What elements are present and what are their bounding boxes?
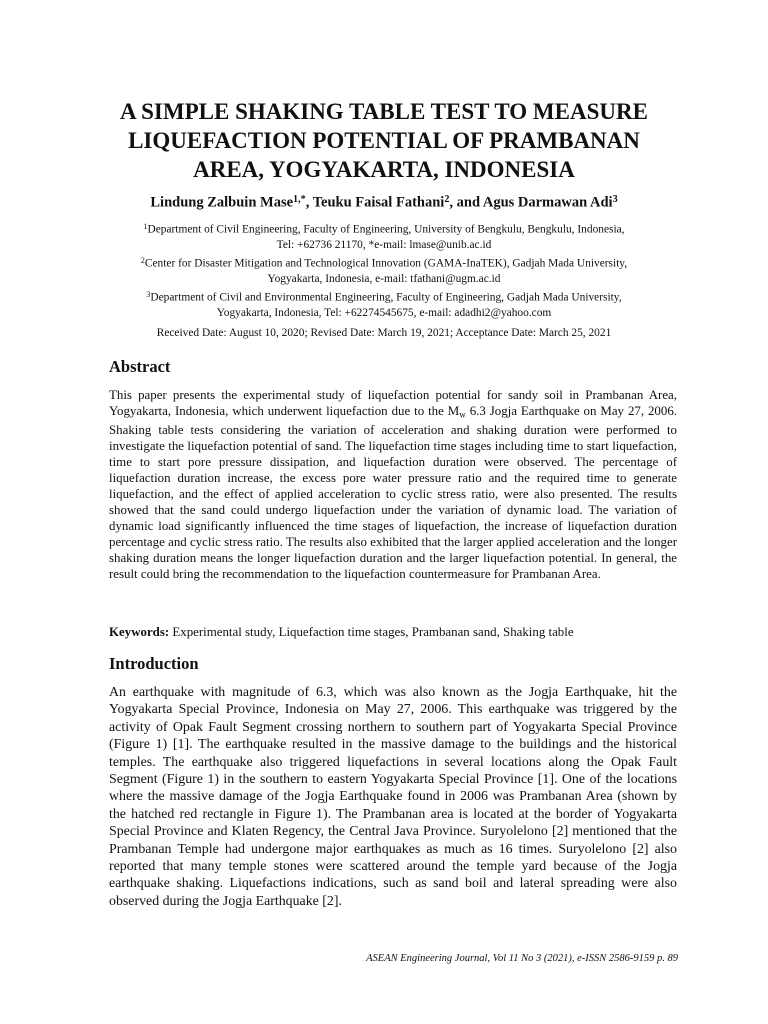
keywords-text: Experimental study, Liquefaction time stages, Prambanan sand, Shaking table (169, 625, 574, 639)
page-footer: ASEAN Engineering Journal, Vol 11 No 3 (2021), e-ISSN 2586-9159 p. 89 (366, 953, 678, 964)
author-name: Lindung Zalbuin Mase (150, 194, 294, 211)
abstract-text-part: This paper presents the experimental study of liquefaction potential for sandy soil in Prambanan Area, Yogyakarta, Indonesia, which underwent liquefaction due to the M (109, 388, 677, 418)
abstract-text (109, 387, 677, 582)
abstract-text-part: 6.3 Jogja Earthquake on May 27, 2006. Shaking table tests considering the variation of acceleration and shaking duration were performed to investigate the liquefaction potential of sand. The liquefaction time stages including time to start liquefaction, time to start pore pressure dissipation, and liquefaction duration were observed. The percentage of liquefaction duration increase, the excess pore water pressure ratio and the required time to generate liquefaction, and the effect of applied acceleration to cyclic stress ratio, were also presented. The results showed that the sand could undergo liquefaction under the variation of dynamic load. The variation of dynamic load significantly influenced the time stages of liquefaction, the increase of liquefaction duration percentage and cyclic stress ratio. The results also exhibited that the larger applied acceleration and the longer shaking duration means the longer liquefaction duration and the larger liquefaction potential. In general, the result could bring the recommendation to the liquefaction countermeasure for Prambanan Area. (109, 404, 677, 582)
affiliation (100, 219, 668, 253)
affiliation-line: Center for Disaster Mitigation and Technological Innovation (GAMA-InaTEK), Gadjah Mada University, (144, 257, 628, 270)
affiliation-line: Yogyakarta, Indonesia, e-mail: tfathani@ugm.ac.id (267, 273, 501, 286)
affiliation-line: Yogyakarta, Indonesia, Tel: +62274545675, e-mail: adadhi2@yahoo.com (216, 307, 552, 320)
affiliation-line: Tel: +62736 21170, *e-mail: lmase@unib.ac.id (276, 238, 492, 251)
author-affiliation-mark: 2 (444, 194, 450, 205)
title-line: AREA, YOGYAKARTA, INDONESIA (193, 157, 575, 182)
author-name: Agus Darmawan Adi (482, 194, 613, 211)
affiliation-line: Department of Civil and Environmental Engineering, Faculty of Engineering, Gadjah Mada University, (150, 291, 622, 304)
title-line: A SIMPLE SHAKING TABLE TEST TO MEASURE (120, 99, 648, 124)
keywords (109, 624, 677, 640)
keywords-label: Keywords: (109, 625, 170, 639)
author-separator: , (305, 194, 313, 211)
author-separator: , and (449, 194, 483, 211)
affiliation (100, 287, 668, 321)
introduction-text: An earthquake with magnitude of 6.3, which was also known as the Jogja Earthquake, hit the Yogyakarta Special Province, Indonesia on May 27, 2006. This earthquake was triggered by the activity of Opak Fault Segment crossing northern to southern part of Yogyakarta Special Province (Figure 1) [1]. The earthquake resulted in the massive damage to the buildings and the historical temples. The earthquake also triggered liquefactions in several locations along the Opak Fault Segment (Figure 1) in the southern to eastern Yogyakarta Special Province [1]. One of the locations where the massive damage of the Jogja Earthquake found in 2006 was Prambanan Area (shown by the hatched red rectangle in Figure 1). The Prambanan area is located at the border of Yogyakarta Special Province and Klaten Regency, the Central Java Province. Suryolelono [2] mentioned that the Prambanan Temple had undergone major earthquakes as much as 16 times. Suryolelono [2] also reported that many temple stones were scattered around the temple yard because of the Jogja earthquake shaking. Liquefactions indications, such as sand boil and lateral spreading were also observed during the Jogja Earthquake [2]. (109, 685, 677, 909)
affiliation-number: 1 (143, 222, 148, 231)
author-list (60, 191, 708, 212)
author-name: Teuku Faisal Fathani (312, 194, 445, 211)
author-affiliation-mark: 1,* (293, 194, 306, 205)
introduction-heading: Introduction (109, 654, 199, 673)
affiliation-list (100, 219, 668, 322)
title-line: LIQUEFACTION POTENTIAL OF PRAMBANAN (128, 128, 640, 153)
affiliation-number: 2 (140, 256, 145, 266)
author-affiliation-mark: 3 (612, 194, 618, 205)
affiliation-line: Department of Civil Engineering, Faculty of Engineering, University of Bengkulu, Bengkulu, Indonesia, (147, 223, 625, 236)
magnitude-subscript: w (459, 409, 466, 420)
affiliation-number: 3 (146, 290, 151, 300)
abstract-heading: Abstract (109, 357, 171, 376)
submission-dates: Received Date: August 10, 2020; Revised Date: March 19, 2021; Acceptance Date: March 25, 2021 (156, 327, 612, 339)
paper-title (90, 97, 678, 184)
affiliation (100, 253, 668, 287)
